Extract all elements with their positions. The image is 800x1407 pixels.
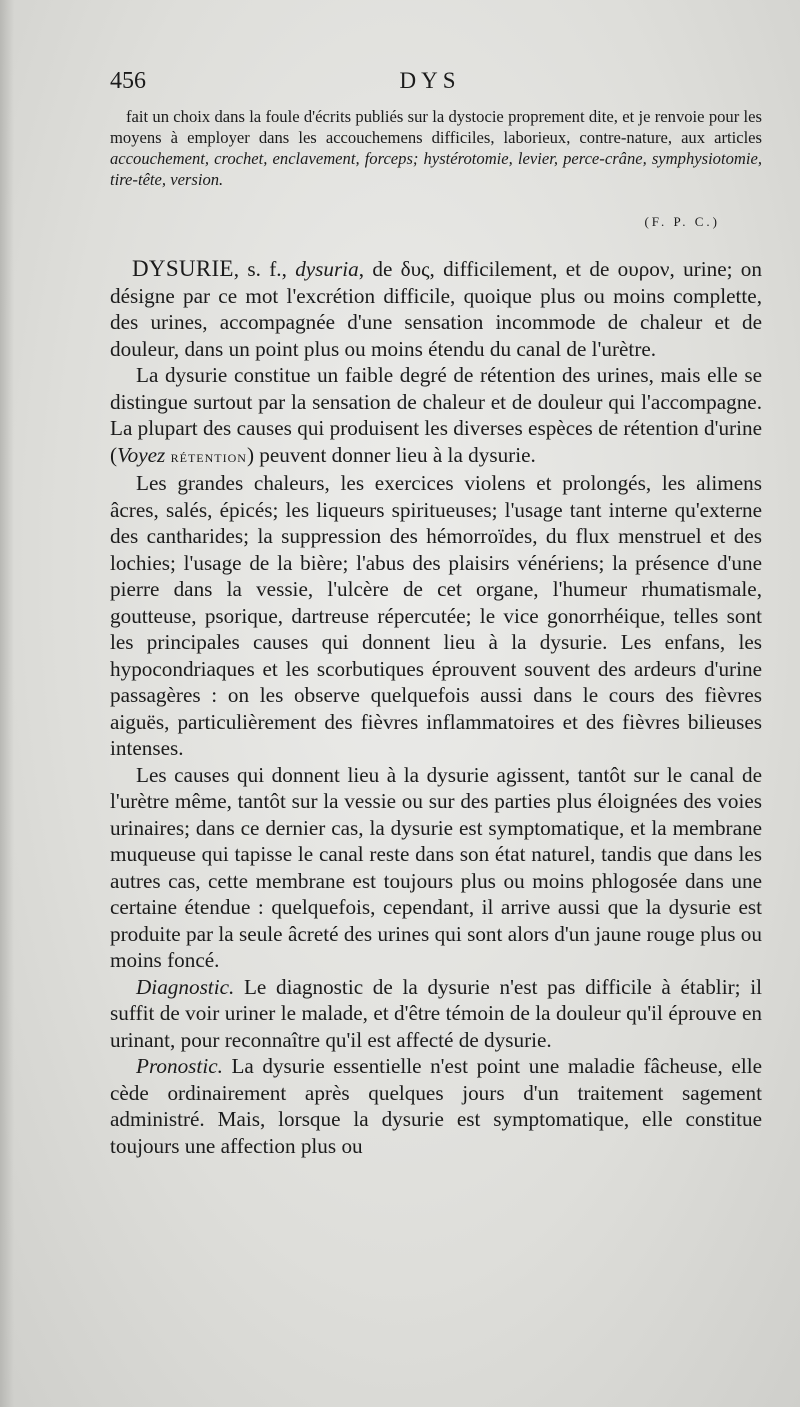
running-title: DYS: [399, 68, 461, 93]
previous-entry-paragraph: [110, 106, 762, 190]
latin-term: dysuria: [295, 257, 359, 281]
diagnostic-label: Diagnostic.: [136, 974, 235, 999]
prognostic-label: Pronostic.: [136, 1054, 223, 1078]
author-signature: (F. P. C.): [644, 214, 720, 229]
previous-entry-text: fait un choix dans la foule d'écrits publiés sur la dystocie proprement dite, et je renvoie pour les moyens à employer dans les accouchemens difficiles, laborieux, contre-nature, aux articles: [110, 107, 762, 147]
page-header: [110, 68, 750, 102]
xref-retention: rétention: [170, 446, 247, 466]
paragraph-text: ) peuvent donner lieu à la dysurie.: [246, 442, 536, 467]
paragraph-diagnostic: [110, 974, 762, 1054]
binding-shadow: [0, 0, 14, 1407]
voyez-label: Voyez: [117, 442, 166, 467]
paragraph-prognostic: [110, 1053, 762, 1159]
entry-definition: [110, 256, 762, 362]
paragraph-text: La dysurie constitue un faible degré de rétention des urines, mais elle se distingue surtout par la sensation de chaleur et de douleur qui l'accompagne. La plupart des causes qui produisent les diverses espèces de rétention d'urine (: [110, 363, 762, 467]
entry-dysurie: [110, 256, 762, 1159]
paragraph-causes: Les grandes chaleurs, les exercices violens et prolongés, les alimens âcres, salés, épicés; les liqueurs spiritueuses; l'usage tant interne qu'externe des cantharides; la suppression des hémorroïdes, du flux menstruel et des lochies; l'usage de la bière; l'abus des plaisirs vénériens; la présence d'une pierre dans la vessie, l'ulcère de cet organe, l'humeur rhumatismale, goutteuse, psorique, dartreuse répercutée; le vice gonorrhéique, telles sont les principales causes qui donnent lieu à la dysurie. Les enfans, les hypocondriaques et les scorbutiques éprouvent souvent des ardeurs d'urine passagères : on les observe quelquefois aussi dans le cours des fièvres aiguës, particulièrement des fièvres inflammatoires et des fièvres bilieuses intenses.: [110, 471, 762, 760]
cross-references: accouchement, crochet, enclavement, forceps; hystérotomie, levier, perce-crâne, symphysiotomie, tire-tête, version.: [110, 149, 762, 189]
paragraph-mechanism: Les causes qui donnent lieu à la dysurie agissent, tantôt sur le canal de l'urètre même, tantôt sur la vessie ou sur des parties plus éloignées des voies urinaires; dans ce dernier cas, la dysurie est symptomatique, et la membrane muqueuse qui tapisse le canal reste dans son état naturel, tandis que dans les autres cas, cette membrane est toujours plus ou moins phlogosée dans une certaine étendue : quelquefois, cependant, il arrive aussi que la dysurie est produite par la seule âcreté des urines qui sont alors d'un jaune rouge plus ou moins foncé.: [110, 762, 762, 972]
previous-entry-tail: [110, 106, 762, 190]
headword: DYSURIE: [132, 256, 234, 281]
grammar-label: , s. f.,: [233, 257, 296, 281]
definition-text: , de δυς, difficilement, et de ουρον, urine; on désigne par ce mot l'excrétion difficile, quoique plus ou moins complette, des urines, accompagnée d'une sensation incommode de chaleur et de douleur, dans un point plus ou moins étendu du canal de l'urètre.: [110, 257, 762, 361]
prognostic-text: La dysurie essentielle n'est point une maladie fâcheuse, elle cède ordinairement après quelques jours d'un traitement sagement administré. Mais, lorsque la dysurie est symptomatique, elle constitue toujours une affection plus ou: [110, 1054, 762, 1158]
page-number: 456: [110, 68, 146, 94]
diagnostic-text: Le diagnostic de la dysurie n'est pas difficile à établir; il suffit de voir uriner le malade, et d'être témoin de la douleur qu'il éprouve en urinant, pour reconnaître qu'il est affecté de dysurie.: [110, 974, 762, 1052]
paragraph-retention: [110, 362, 762, 470]
